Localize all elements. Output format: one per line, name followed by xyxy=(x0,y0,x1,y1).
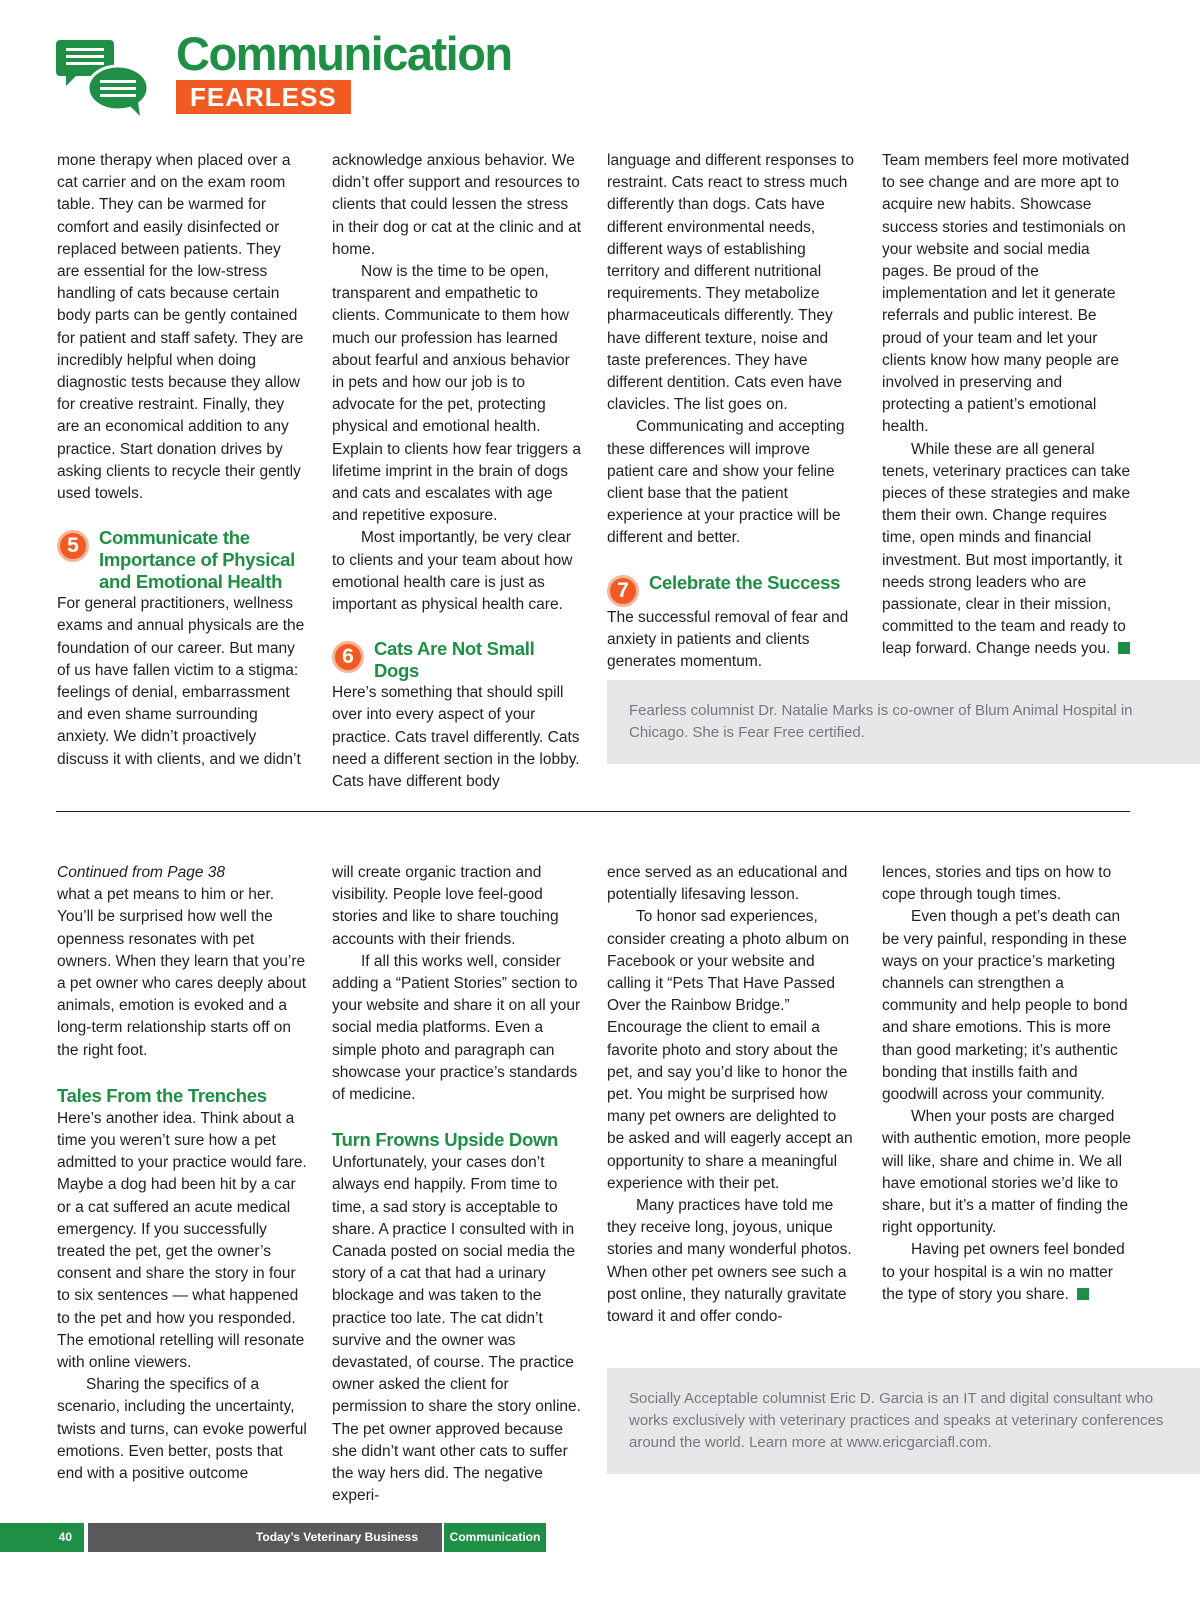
bottom-column-3 xyxy=(607,862,857,1328)
paragraph: what a pet means to him or her. You’ll be surprised how well the openness resonates with pet owners. When they learn that you’re a pet owner who cares deeply about animals, emotion is evoked and a long-term relationship starts off on the right foot. xyxy=(57,886,307,1059)
paragraph: ence served as an educational and potentially lifesaving lesson. xyxy=(607,864,848,904)
paragraph: Here’s another idea. Think about a time you weren’t sure how a pet admitted to your practice would fare. Maybe a dog had been hit by a car or a cat suffered an acute medical emergency. If you successfully treated the pet, get the owner’s consent and share the story in four to six sentences — what happened to the pet and how you responded. The emotional retelling will resonate with online viewers. xyxy=(57,1109,307,1372)
paragraph: Here’s something that should spill over into every aspect of your practice. Cats travel differently. Cats need a different section in the lobby. Cats have different body xyxy=(332,684,580,791)
paragraph: lences, stories and tips on how to cope through tough times. xyxy=(882,864,1112,904)
paragraph xyxy=(882,439,1132,661)
paragraph: Most importantly, be very clear to clients and your team about how emotional health care is just as important as physical health care. xyxy=(332,529,573,614)
section-6-heading: Cats Are Not Small Dogs xyxy=(374,638,535,682)
author-bio-bottom: Socially Acceptable columnist Eric D. Garcia is an IT and digital consultant who works exclusively with veterinary practices and speaks at veterinary conferences around the world. Learn more at www.ericgarciafl.com. xyxy=(607,1368,1200,1474)
bottom-column-4 xyxy=(882,862,1132,1306)
header xyxy=(56,28,656,118)
top-column-2 xyxy=(332,150,582,793)
paragraph: When your posts are charged with authentic emotion, more people will like, share and chime in. We all have emotional stories we’d like to share, but it’s a matter of finding the right opportunity. xyxy=(882,1108,1132,1237)
paragraph: Even though a pet’s death can be very painful, responding in these ways on your practice’s marketing channels can strengthen a community and help people to bond and share emotions. This is more than good marketing; it’s authentic bonding that instills faith and goodwill across your community. xyxy=(882,908,1128,1104)
section-title: Communication xyxy=(176,27,512,80)
paragraph-text: Having pet owners feel bonded to your hospital is a win no matter the type of story you share. xyxy=(882,1241,1125,1303)
page-number: 40 xyxy=(0,1523,84,1552)
bottom-column-2 xyxy=(332,862,582,1507)
paragraph: acknowledge anxious behavior. We didn’t offer support and resources to clients that could lessen the stress in their dog or cat at the clinic and at home. xyxy=(332,152,582,258)
number-7-icon: 7 xyxy=(607,575,639,607)
number-5-icon: 5 xyxy=(57,530,89,562)
column-badge: FEARLESS xyxy=(176,80,351,114)
end-mark-icon xyxy=(1077,1288,1089,1300)
section-5 xyxy=(57,527,307,771)
paragraph xyxy=(882,1239,1132,1306)
bottom-column-1 xyxy=(57,862,307,1485)
author-bio-top: Fearless columnist Dr. Natalie Marks is co-owner of Blum Animal Hospital in Chicago. She is Fear Free certified. xyxy=(607,680,1200,764)
article-divider xyxy=(56,811,1130,812)
paragraph: To honor sad experiences, consider creating a photo album on Facebook or your website and calling it “Pets That Have Passed Over the Rainbow Bridge.” Encourage the client to email a favorite photo and story about the pet, and say you’d like to honor the pet. You might be surprised how many pet owners are delighted to be asked and will eagerly accept an opportunity to share a meaningful experience with their pet. xyxy=(607,908,853,1192)
section-6 xyxy=(332,638,582,793)
section-7-heading: Celebrate the Success xyxy=(649,571,841,593)
paragraph: will create organic traction and visibility. People love feel-good stories and like to share touching accounts with their friends. xyxy=(332,864,559,948)
section-7 xyxy=(607,572,857,674)
paragraph-text: While these are all general tenets, veterinary practices can take pieces of these strategies and make them their own. Change requires time, open minds and financial investment. But most importantly, it needs strong leaders who are passionate, clear in their mission, committed to the team and ready to leap forward. Change needs you. xyxy=(882,440,1131,658)
paragraph: mone therapy when placed over a cat carrier and on the exam room table. They can be warmed for comfort and easily disinfected or replaced between patients. They are essential for the low-stress handling of cats because certain body parts can be gently contained for patient and staff safety. They are incredibly helpful when doing diagnostic tests because they allow for creative restraint. Finally, they are an economical addition to any practice. Start donation drives by asking clients to recycle their gently used towels. xyxy=(57,152,304,503)
paragraph: Now is the time to be open, transparent and empathetic to clients. Communicate to them how much our profession has learned about fearful and anxious behavior in pets and how our job is to advocate for the pet, protecting physical and emotional health. Explain to clients how fear triggers a lifetime imprint in the brain of dogs and cats and escalates with age and repetitive exposure. xyxy=(332,263,581,525)
paragraph: The successful removal of fear and anxiety in patients and clients generates momentum. xyxy=(607,608,849,671)
paragraph: Communicating and accepting these differences will improve patient care and show your feline client base that the patient experience at your practice will be different and better. xyxy=(607,418,845,547)
top-column-4 xyxy=(882,150,1132,661)
paragraph: If all this works well, consider adding a “Patient Stories” section to your website and share it on all your social media platforms. Even a simple photo and paragraph can showcase your practice’s standards of medicine. xyxy=(332,952,581,1104)
continued-note: Continued from Page 38 xyxy=(57,864,226,881)
footer-section-label: Communication xyxy=(444,1523,546,1552)
paragraph: Unfortunately, your cases don’t always end happily. From time to time, a sad story is acceptable to share. A practice I consulted with in Canada posted on social media the story of a cat that had a urinary blockage and was taken to the practice too late. The cat didn’t survive and the owner was devastated, of course. The practice owner asked the client for permission to share the story online. The pet owner approved because she didn’t want other cats to suffer the way hers did. The negative experi- xyxy=(332,1154,581,1505)
number-6-icon: 6 xyxy=(332,641,364,673)
paragraph: language and different responses to restraint. Cats react to stress much differently than dogs. Cats have different environmental needs, different ways of establishing territory and different nutritional requirements. They metabolize pharmaceuticals differently. They have different texture, noise and taste preferences. They have different dentition. Cats even have clavicles. The list goes on. xyxy=(607,152,855,414)
end-mark-icon xyxy=(1118,642,1130,654)
paragraph: Many practices have told me they receive long, joyous, unique stories and many wonderful photos. When other pet owners see such a post online, they naturally gravitate toward it and offer condo- xyxy=(607,1197,852,1326)
magazine-name: Today’s Veterinary Business xyxy=(88,1523,442,1552)
paragraph: For general practitioners, wellness exams and annual physicals are the foundation of our career. But many of us have fallen victim to a stigma: feelings of denial, embarrassment and even shame surrounding anxiety. We didn’t proactively discuss it with clients, and we didn’t xyxy=(57,595,305,768)
paragraph: Team members feel more motivated to see change and are more apt to acquire new habits. Showcase success stories and testimonials on your website and social media pages. Be proud of the implementation and let it generate referrals and public interest. Be proud of your team and let your clients know how many people are involved in preserving and protecting a patient’s emotional health. xyxy=(882,152,1130,436)
subheading-frowns: Turn Frowns Upside Down xyxy=(332,1129,559,1151)
speech-bubbles-icon xyxy=(56,38,150,116)
subheading-tales: Tales From the Trenches xyxy=(57,1084,267,1106)
section-5-heading: Communicate the Importance of Physical and Emotional Health xyxy=(99,527,295,593)
top-column-1 xyxy=(57,150,307,771)
paragraph: Sharing the specifics of a scenario, including the uncertainty, twists and turns, can evoke powerful emotions. Even better, posts that end with a positive outcome xyxy=(57,1376,307,1483)
top-column-3 xyxy=(607,150,857,673)
